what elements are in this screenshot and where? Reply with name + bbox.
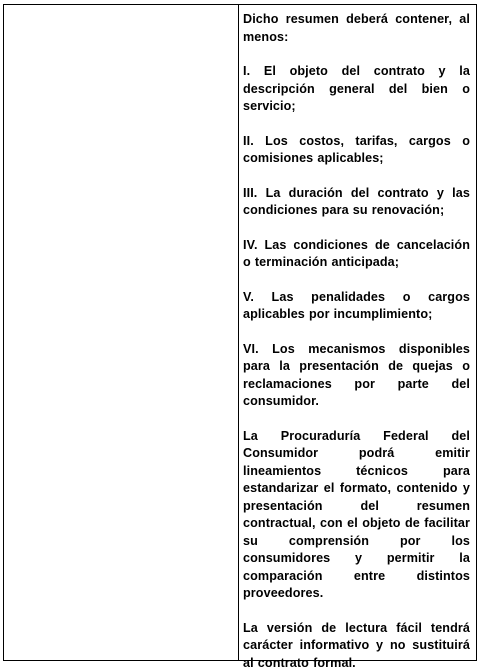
paragraph-item-i: I. El objeto del contrato y la descripción general del bien o servicio; bbox=[243, 63, 470, 116]
right-column-cell bbox=[239, 5, 476, 660]
paragraph-easy-read: La versión de lectura fácil tendrá carácter informativo y no sustituirá al contrato formal. bbox=[243, 620, 470, 672]
paragraph-intro: Dicho resumen deberá contener, al menos: bbox=[243, 11, 470, 46]
paragraph-item-iii: III. La duración del contrato y las condiciones para su renovación; bbox=[243, 185, 470, 220]
paragraph-item-v: V. Las penalidades o cargos aplicables por incumplimiento; bbox=[243, 289, 470, 324]
comparison-table bbox=[3, 4, 477, 661]
paragraph-item-iv: IV. Las condiciones de cancelación o terminación anticipada; bbox=[243, 237, 470, 272]
left-column-cell bbox=[4, 5, 239, 660]
paragraph-profeco: La Procuraduría Federal del Consumidor podrá emitir lineamientos técnicos para estandarizar el formato, contenido y presentación del resumen contractual, con el objeto de facilitar su comprensión por los consumidores y permitir la comparación entre distintos proveedores. bbox=[243, 428, 470, 603]
paragraph-item-ii: II. Los costos, tarifas, cargos o comisiones aplicables; bbox=[243, 133, 470, 168]
paragraph-item-vi: VI. Los mecanismos disponibles para la presentación de quejas o reclamaciones por parte del consumidor. bbox=[243, 341, 470, 411]
